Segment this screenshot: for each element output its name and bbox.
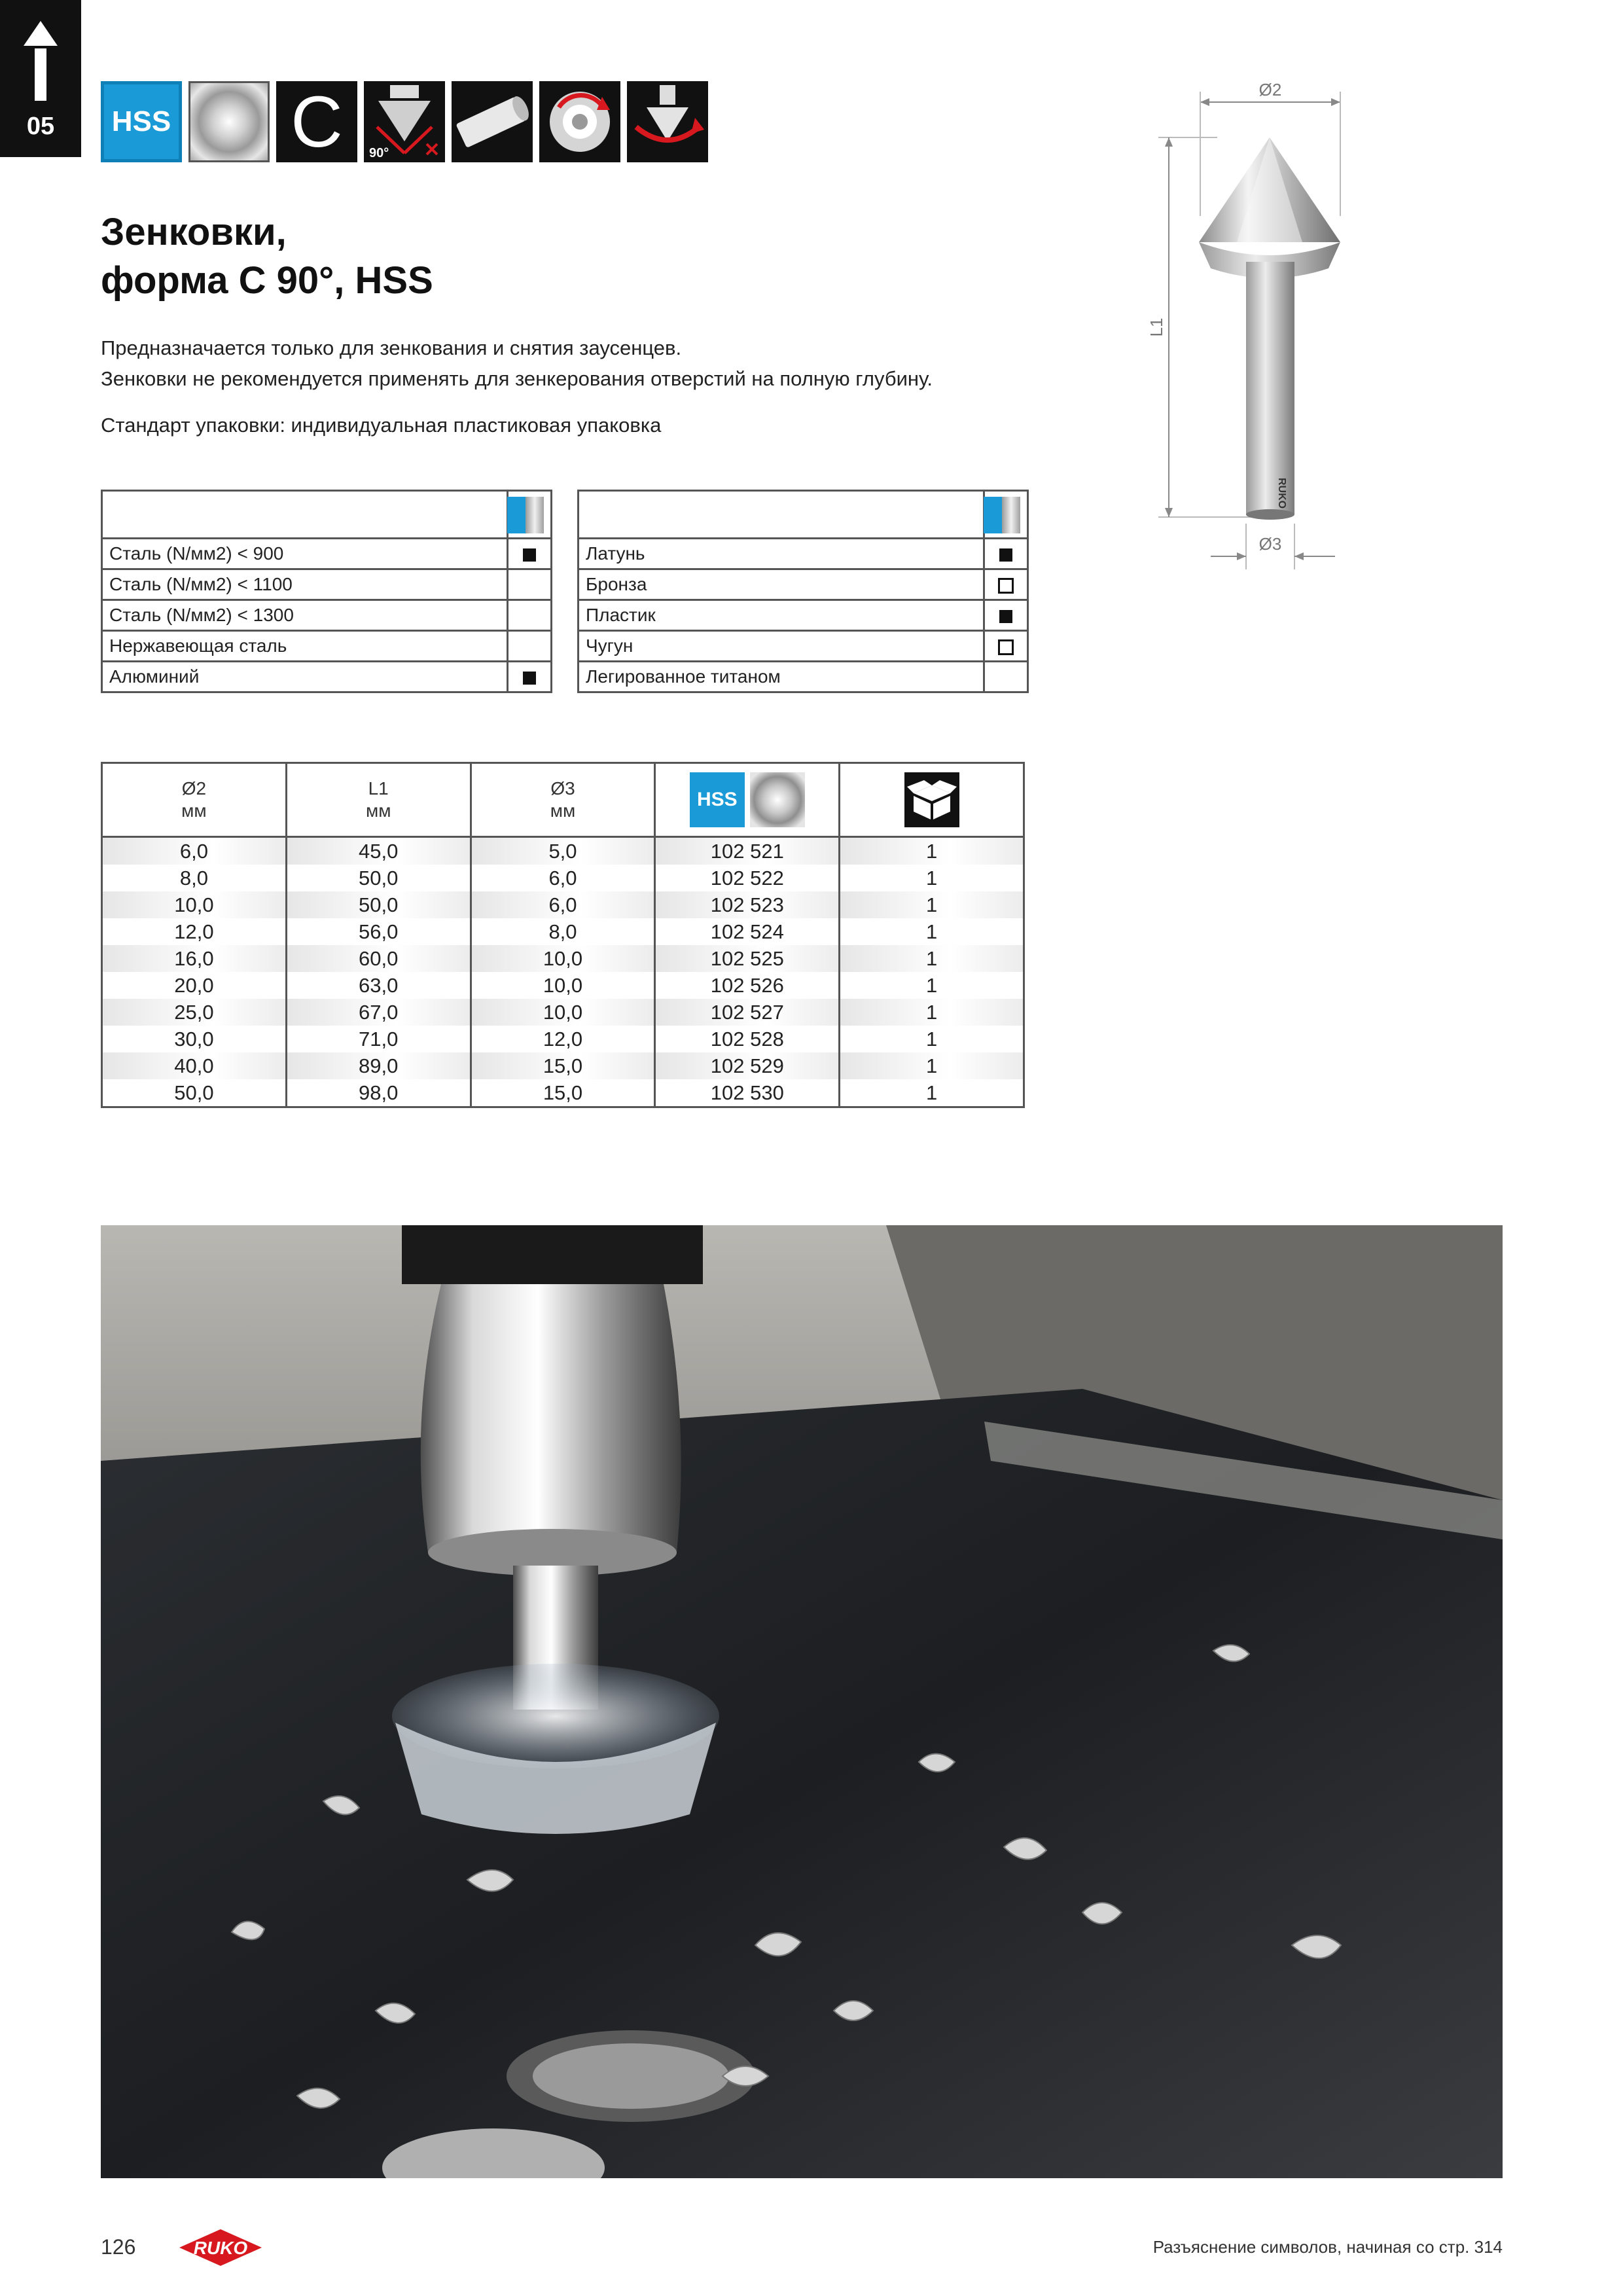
suitable-mark [999, 548, 1012, 562]
suitable-mark [523, 672, 536, 685]
dim-d3-label: Ø3 [1258, 534, 1282, 554]
table-row: 6,0 45,0 5,0 102 521 1 [102, 837, 1024, 865]
hss-material-icon [984, 497, 1020, 533]
form-c-icon: C [276, 81, 357, 162]
limited-mark [998, 639, 1014, 655]
table-row: 50,0 98,0 15,0 102 530 1 [102, 1079, 1024, 1107]
material-row [579, 662, 1028, 692]
material-name: Чугун [579, 631, 984, 662]
dim-d2-label: Ø2 [1258, 80, 1282, 99]
title-line-1: Зенковки, [101, 211, 287, 253]
suitable-mark [523, 548, 536, 562]
limited-mark [998, 578, 1014, 594]
chapter-number: 05 [26, 113, 55, 140]
material-row [102, 539, 552, 569]
shank-brand: RUKO [1276, 478, 1287, 509]
page-title [101, 208, 433, 305]
table-row: 10,0 50,0 6,0 102 523 1 [102, 891, 1024, 918]
material-name: Сталь (N/мм2) < 1100 [102, 569, 508, 600]
metal-finish-icon [750, 772, 805, 827]
description-line-2: Зенковки не рекомендуется применять для зенкерования отверстий на полную глубину. [101, 367, 933, 390]
header-pack [840, 763, 1024, 837]
countersink-tool-icon [21, 20, 60, 105]
materials-table-left [101, 490, 552, 693]
header-l1: L1 мм [286, 763, 471, 837]
packaging-note: Стандарт упаковки: индивидуальная пластиковая упаковка [101, 414, 662, 437]
dim-l1-label: L1 [1147, 317, 1166, 337]
sizes-header-row [102, 763, 1024, 837]
material-row [579, 600, 1028, 631]
material-row [579, 631, 1028, 662]
table-row: 12,0 56,0 8,0 102 524 1 [102, 918, 1024, 945]
material-name: Сталь (N/мм2) < 1300 [102, 600, 508, 631]
material-name: Бронза [579, 569, 984, 600]
material-row [102, 631, 552, 662]
product-photo [101, 1225, 1503, 2178]
metal-finish-icon [188, 81, 270, 162]
suitable-mark [999, 610, 1012, 623]
table-row: 30,0 71,0 12,0 102 528 1 [102, 1026, 1024, 1052]
hss-material-icon [507, 497, 544, 533]
material-row [102, 662, 552, 692]
header-d3: Ø3 мм [471, 763, 655, 837]
materials-table-right [577, 490, 1029, 693]
table-row: 40,0 89,0 15,0 102 529 1 [102, 1052, 1024, 1079]
symbols-reference-note: Разъяснение символов, начиная со стр. 314 [1152, 2237, 1503, 2257]
description [101, 332, 933, 394]
countersink-icon [627, 81, 708, 162]
material-name: Пластик [579, 600, 984, 631]
material-name: Алюминий [102, 662, 508, 692]
material-name: Легированное титаном [579, 662, 984, 692]
hss-icon: HSS [101, 81, 182, 162]
chapter-tab [0, 0, 81, 157]
sizes-table [101, 762, 1025, 1108]
description-line-1: Предназначается только для зенкования и снятия заусенцев. [101, 336, 682, 359]
material-name: Латунь [579, 539, 984, 569]
table-row: 16,0 60,0 10,0 102 525 1 [102, 945, 1024, 972]
countersink-dimension-drawing [1139, 72, 1374, 569]
table-row: 8,0 50,0 6,0 102 522 1 [102, 865, 1024, 891]
hss-icon: HSS [690, 772, 745, 827]
rotation-icon [539, 81, 620, 162]
package-box-icon [904, 772, 959, 827]
table-row: 25,0 67,0 10,0 102 527 1 [102, 999, 1024, 1026]
material-row [102, 569, 552, 600]
material-row [102, 600, 552, 631]
material-row [579, 539, 1028, 569]
header-d2: Ø2 мм [102, 763, 287, 837]
angle-90-icon [364, 81, 445, 162]
material-name: Нержавеющая сталь [102, 631, 508, 662]
header-article [655, 763, 840, 837]
ruko-logo [178, 2228, 263, 2270]
material-row [579, 569, 1028, 600]
page-number: 126 [101, 2235, 136, 2259]
table-row: 20,0 63,0 10,0 102 526 1 [102, 972, 1024, 999]
angle-label: 90° [369, 146, 389, 160]
cylindrical-shank-icon [452, 81, 533, 162]
material-name: Сталь (N/мм2) < 900 [102, 539, 508, 569]
logo-text: RUKO [193, 2238, 248, 2258]
title-line-2: форма C 90°, HSS [101, 259, 433, 302]
